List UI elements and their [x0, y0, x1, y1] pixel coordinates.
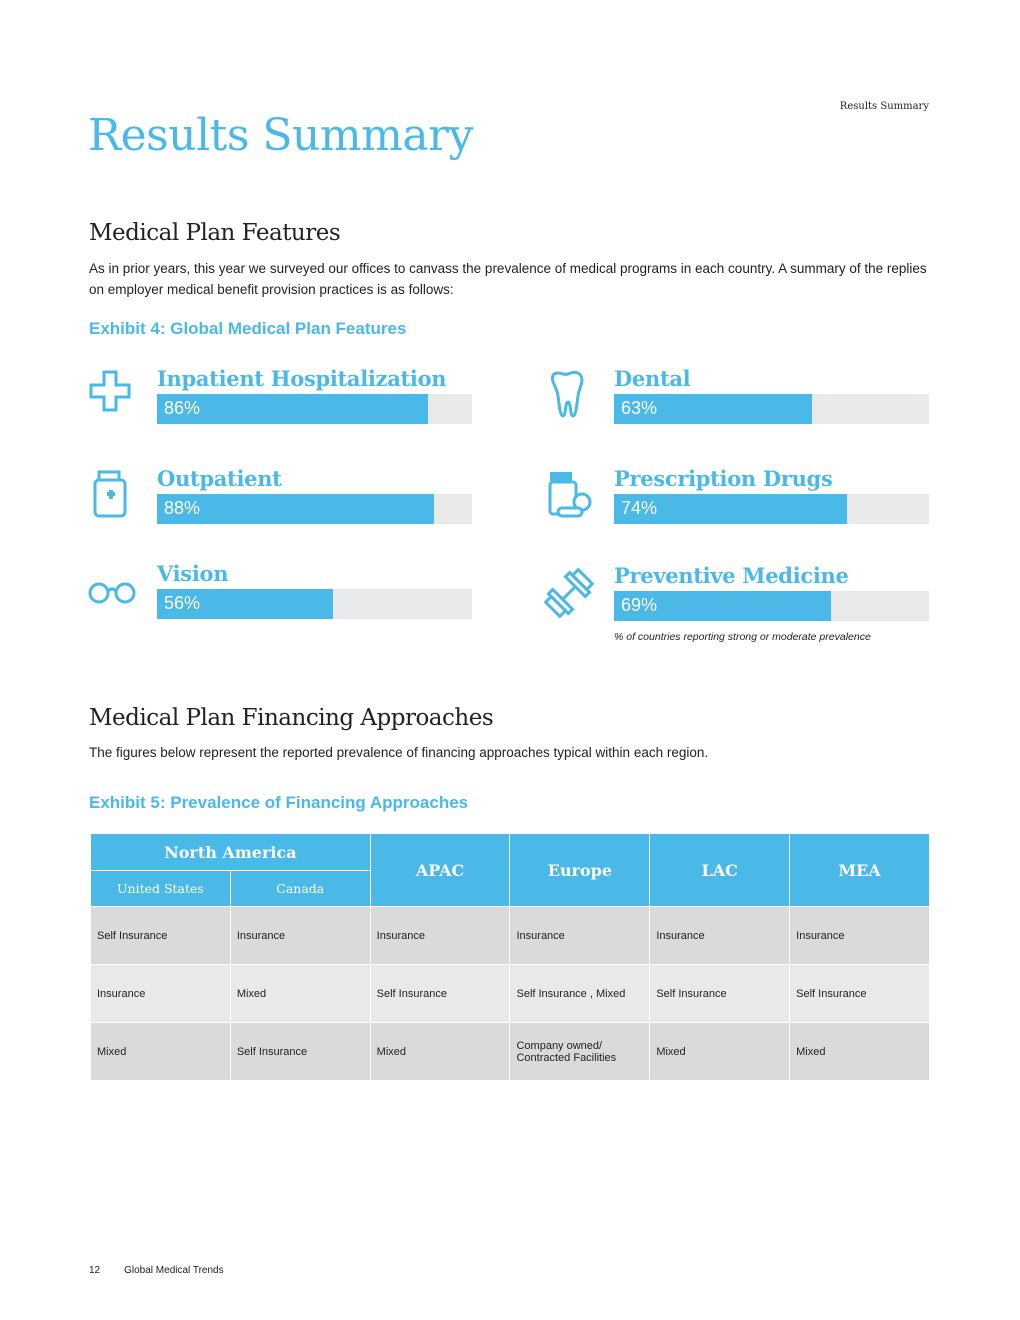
table-row — [91, 1023, 930, 1081]
financing-intro: The figures below represent the reported prevalence of financing approaches typical within each region. — [89, 745, 709, 760]
feature-name: Preventive Medicine — [614, 563, 849, 588]
feature-inpatient-hospitalization — [157, 366, 477, 424]
feature-name: Outpatient — [157, 466, 282, 491]
table-cell: Mixed — [370, 1023, 510, 1081]
features-note: % of countries reporting strong or moderate prevalence — [614, 631, 871, 643]
page-title: Results Summary — [88, 110, 473, 161]
table-cell: Self Insurance — [91, 907, 231, 965]
table-cell: Self Insurance — [230, 1023, 370, 1081]
section-heading-financing: Medical Plan Financing Approaches — [89, 705, 494, 731]
feature-name: Inpatient Hospitalization — [157, 366, 447, 391]
table-cell: Insurance — [650, 907, 790, 965]
table-cell: Mixed — [230, 965, 370, 1023]
table-cell: Insurance — [91, 965, 231, 1023]
bar-percent: 56% — [164, 593, 201, 613]
bar-percent: 74% — [621, 498, 658, 518]
header-europe: Europe — [510, 834, 650, 907]
header-mea: MEA — [790, 834, 930, 907]
feature-preventive-medicine — [614, 563, 934, 621]
bar-percent: 88% — [164, 498, 201, 518]
prevalence-bar — [157, 394, 472, 424]
table-row — [91, 965, 930, 1023]
header-canada: Canada — [230, 871, 370, 907]
prevalence-bar — [157, 494, 472, 524]
header-apac: APAC — [370, 834, 510, 907]
table-cell: Self Insurance — [370, 965, 510, 1023]
header-lac: LAC — [650, 834, 790, 907]
table-cell: Mixed — [91, 1023, 231, 1081]
feature-dental — [614, 366, 934, 424]
pills-icon — [544, 466, 594, 526]
feature-prescription-drugs — [614, 466, 934, 524]
table-cell: Insurance — [230, 907, 370, 965]
prevalence-bar — [614, 394, 929, 424]
table-cell: Insurance — [790, 907, 930, 965]
table-cell: Self Insurance — [790, 965, 930, 1023]
exhibit-4-title: Exhibit 4: Global Medical Plan Features — [89, 319, 407, 338]
bar-percent: 63% — [621, 398, 658, 418]
header-united-states: United States — [91, 871, 231, 907]
table-cell: Mixed — [650, 1023, 790, 1081]
features-intro: As in prior years, this year we surveyed our offices to canvass the prevalence of medical programs in each country. A summary of the replies on employer medical benefit provision practices is as follows: — [89, 261, 927, 297]
feature-name: Vision — [157, 561, 229, 586]
header-north-america: North America — [91, 834, 371, 871]
page-number: 12 — [89, 1265, 101, 1276]
footer — [89, 1265, 224, 1276]
table-cell: Insurance — [510, 907, 650, 965]
running-header: Results Summary — [839, 101, 929, 112]
bar-percent: 86% — [164, 398, 201, 418]
table-cell: Insurance — [370, 907, 510, 965]
prevalence-bar — [614, 591, 929, 621]
financing-table — [90, 833, 930, 1081]
feature-vision — [157, 561, 477, 619]
footer-title: Global Medical Trends — [124, 1265, 224, 1276]
cross-icon — [87, 366, 137, 426]
glasses-icon — [87, 561, 137, 621]
feature-outpatient — [157, 466, 477, 524]
table-cell: Company owned/ Contracted Facilities — [510, 1023, 650, 1081]
feature-name: Prescription Drugs — [614, 466, 833, 491]
table-row — [91, 907, 930, 965]
section-heading-features: Medical Plan Features — [89, 220, 341, 246]
table-cell: Self Insurance — [650, 965, 790, 1023]
tooth-icon — [544, 366, 594, 426]
prevalence-bar — [157, 589, 472, 619]
feature-name: Dental — [614, 366, 691, 391]
dumbbell-icon — [544, 563, 594, 623]
bar-percent: 69% — [621, 595, 658, 615]
exhibit-5-title: Exhibit 5: Prevalence of Financing Approaches — [89, 793, 469, 812]
table-cell: Mixed — [790, 1023, 930, 1081]
prevalence-bar — [614, 494, 929, 524]
table-cell: Self Insurance , Mixed — [510, 965, 650, 1023]
medicine-bottle-icon — [87, 466, 137, 526]
